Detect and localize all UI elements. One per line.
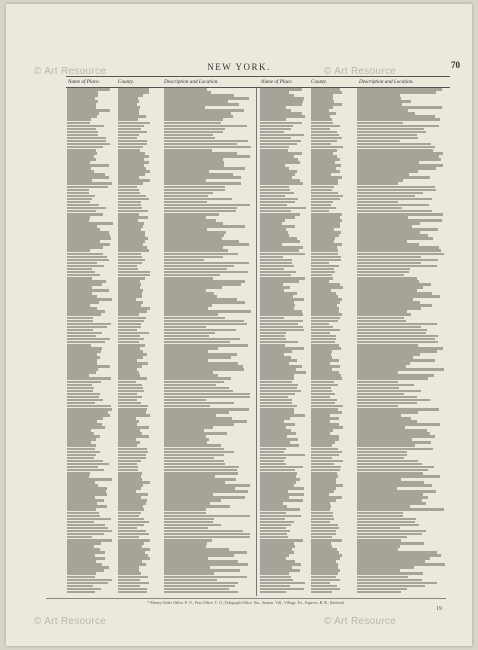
county-cell (311, 591, 332, 594)
document-page (6, 4, 472, 646)
page-number: 70 (451, 60, 460, 70)
page-title: NEW YORK. (207, 62, 271, 72)
header-name-right: Name of Place. (261, 79, 293, 85)
watermark-top-left: © Art Resource (34, 66, 107, 77)
place-name-cell (67, 591, 95, 594)
column-headers (66, 76, 450, 88)
table-row (66, 591, 256, 594)
watermark-bottom-right: © Art Resource (324, 616, 397, 627)
header-description-right: Description and Location. (359, 79, 414, 85)
header-county-right: County. (311, 79, 327, 85)
left-column (66, 88, 257, 596)
description-cell (357, 591, 401, 594)
header-county-left: County. (118, 79, 134, 85)
table-row (259, 591, 449, 594)
watermark-bottom-left: © Art Resource (34, 616, 107, 627)
watermark-top-right: © Art Resource (324, 66, 397, 77)
right-column (259, 88, 449, 596)
place-name-cell (260, 591, 286, 594)
header-name-left: Name of Place. (68, 79, 100, 85)
header-description-left: Description and Location. (164, 79, 219, 85)
description-cell (164, 591, 238, 594)
gazetteer-table (66, 88, 450, 596)
signature-mark: 19 (436, 606, 442, 612)
county-cell (118, 591, 147, 594)
page-footer: * Money Order Office. P. O., Post Office. T. O., Telegraph Office. Sta., Station. Vill., Village. Ex., Express. R. R., Railroad. (46, 598, 446, 605)
